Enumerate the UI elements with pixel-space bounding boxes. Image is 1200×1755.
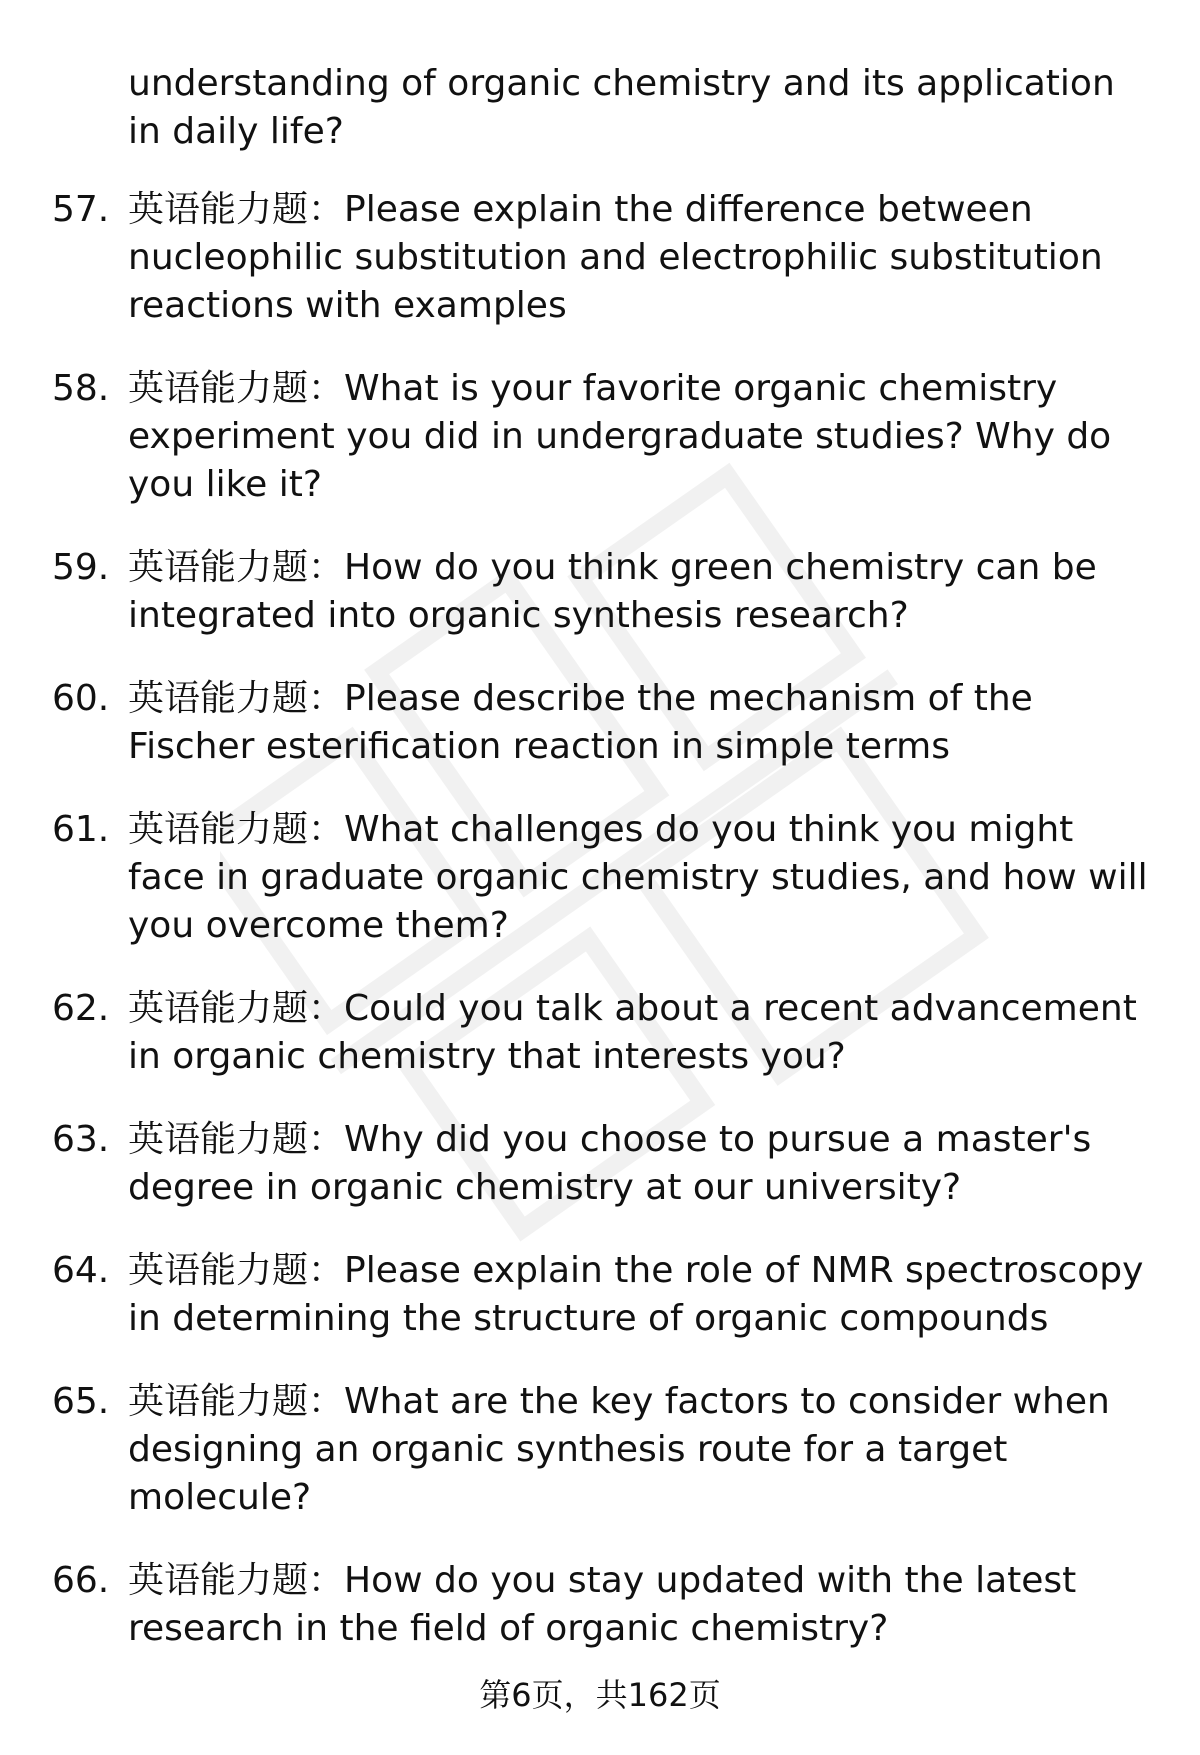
question-text-block [128,186,1158,330]
question-text-block [128,1247,1158,1343]
question-tag: 英语能力题： [128,1560,345,1601]
question-tag: 英语能力题： [128,988,345,1029]
list-item [0,985,1200,1081]
question-text-block [128,1557,1158,1653]
list-item [0,365,1200,509]
list-item [0,1557,1200,1653]
question-list [0,186,1200,1688]
question-number: 59. [52,547,110,588]
question-text: What challenges do you think you might face in graduate organic chemistry studies, and how will you overcome them? [128,809,1148,946]
question-text-block [128,544,1158,640]
question-tag: 英语能力题： [128,678,345,719]
question-tag: 英语能力题： [128,368,345,409]
question-text-block [128,365,1158,509]
question-number: 62. [52,988,110,1029]
question-number: 58. [52,368,110,409]
question-number: 63. [52,1119,110,1160]
question-text-block [128,675,1158,771]
question-tag: 英语能力题： [128,547,345,588]
question-number: 60. [52,678,110,719]
question-number: 65. [52,1381,110,1422]
list-item [0,806,1200,950]
question-number: 61. [52,809,110,850]
question-text: How do you stay updated with the latest research in the field of organic chemistry? [128,1560,1077,1649]
list-item [0,1378,1200,1522]
question-text: What are the key factors to consider when designing an organic synthesis route for a target molecule? [128,1381,1110,1518]
question-text: Please describe the mechanism of the Fischer esterification reaction in simple terms [128,678,1033,767]
question-tag: 英语能力题： [128,1250,345,1291]
question-text-block [128,1378,1158,1522]
continued-question-text: understanding of organic chemistry and its application in daily life? [128,63,1115,152]
question-text: Please explain the role of NMR spectroscopy in determining the structure of organic compounds [128,1250,1144,1339]
question-text: Please explain the difference between nucleophilic substitution and electrophilic substitution reactions with examples [128,189,1103,326]
question-number: 66. [52,1560,110,1601]
question-number: 64. [52,1250,110,1291]
list-item [0,1247,1200,1343]
question-tag: 英语能力题： [128,809,345,850]
question-tag: 英语能力题： [128,1381,345,1422]
list-item [0,186,1200,330]
question-text: Could you talk about a recent advancement in organic chemistry that interests you? [128,988,1137,1077]
question-number: 57. [52,189,110,230]
question-text-block [128,1116,1158,1212]
question-tag: 英语能力题： [128,189,345,230]
list-item [0,675,1200,771]
question-text-block [128,806,1158,950]
question-text: Why did you choose to pursue a master's degree in organic chemistry at our university? [128,1119,1092,1208]
question-text-block [128,985,1158,1081]
question-text: What is your favorite organic chemistry experiment you did in undergraduate studies? Why do you like it? [128,368,1112,505]
question-text: How do you think green chemistry can be integrated into organic synthesis research? [128,547,1097,636]
question-tag: 英语能力题： [128,1119,345,1160]
page-footer: 第6页，共162页 [479,1676,721,1714]
list-item [0,1116,1200,1212]
list-item [0,544,1200,640]
